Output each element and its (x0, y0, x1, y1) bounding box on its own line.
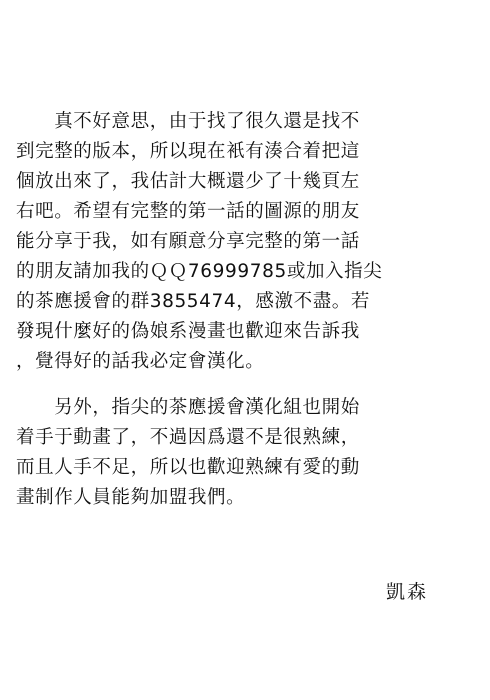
text-line: 另外，指尖的茶應援會漢化組也開始 (16, 397, 360, 418)
text-line: 的朋友請加我的ＱＱ76999785或加入指尖 (16, 261, 383, 282)
text-line: 能分享于我，如有願意分享完整的第一話 (16, 231, 360, 252)
text-line: 到完整的版本，所以現在衹有湊合着把這 (16, 141, 360, 162)
text-line: 的茶應援會的群3855474，感激不盡。若 (16, 291, 370, 312)
text-line: 右吧。希望有完整的第一話的圖源的朋友 (16, 201, 360, 222)
text-line: ，覺得好的話我必定會漢化。 (16, 351, 265, 372)
text-line: 真不好意思，由于找了很久還是找不 (16, 111, 360, 132)
text-line: 畫制作人員能夠加盟我們。 (16, 487, 246, 508)
text-line: 着手于動畫了，不過因爲還不是很熟練， (16, 427, 360, 448)
text-line: 發現什麼好的偽娘系漫畫也歡迎來告訴我 (16, 321, 360, 342)
paragraph-apology (16, 107, 476, 377)
text-line: 而且人手不足，所以也歡迎熟練有愛的動 (16, 457, 360, 478)
text-line: 個放出來了，我估計大概還少了十幾頁左 (16, 171, 360, 192)
paragraph-recruitment (16, 393, 476, 513)
signature: 凱森 (386, 581, 429, 603)
